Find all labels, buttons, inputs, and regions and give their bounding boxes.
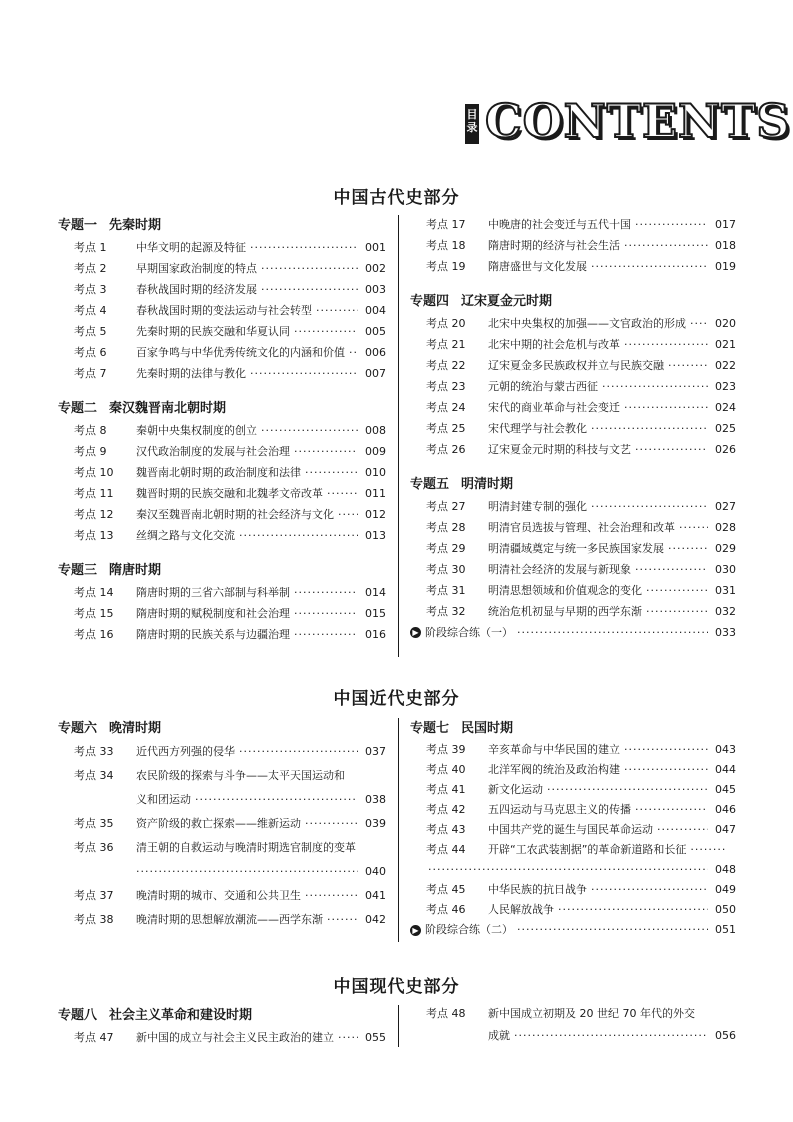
part2-right-column bbox=[410, 718, 736, 940]
part1-right-column bbox=[410, 214, 736, 643]
column-divider bbox=[398, 1005, 399, 1047]
toc-entry[interactable]: 考点 43 中国共产党的诞生与国民革命运动 ····· 047 bbox=[410, 820, 736, 840]
topic-heading: 专题三 隋唐时期 bbox=[58, 563, 162, 578]
toc-entry[interactable]: 考点 35 资产阶级的救亡探索——维新运动 ····· 039 bbox=[58, 812, 386, 836]
toc-entry[interactable]: 考点 26 辽宋夏金元时期的科技与文艺 ····· 026 bbox=[410, 439, 736, 460]
toc-entry[interactable]: 考点 18 隋唐时期的经济与社会生活 ····· 018 bbox=[410, 235, 736, 256]
toc-entry[interactable]: 考点 39 辛亥革命与中华民国的建立 ····· 043 bbox=[410, 740, 736, 760]
column-divider bbox=[398, 215, 399, 657]
practice-entry[interactable]: ▶ 阶段综合练（二） ····· 051 bbox=[410, 920, 736, 940]
toc-entry-continuation[interactable]: ····· 040 bbox=[58, 860, 386, 884]
column-divider bbox=[398, 718, 399, 942]
part1-left-column bbox=[58, 215, 386, 645]
toc-entry[interactable]: 考点 23 元朝的统治与蒙古西征 ····· 023 bbox=[410, 376, 736, 397]
toc-entry[interactable]: 考点 41 新文化运动 ····· 045 bbox=[410, 780, 736, 800]
topic-heading: 专题五 明清时期 bbox=[410, 477, 514, 492]
practice-entry[interactable]: ▶ 阶段综合练（一） ····· 033 bbox=[410, 622, 736, 643]
topic-heading: 专题一 先秦时期 bbox=[58, 218, 162, 233]
contents-logo bbox=[465, 94, 791, 155]
topic-heading: 专题七 民国时期 bbox=[410, 721, 514, 736]
toc-entry[interactable]: 考点 13 丝绸之路与文化交流 ····· 013 bbox=[58, 525, 386, 546]
toc-entry[interactable]: 考点 5 先秦时期的民族交融和华夏认同 ····· 005 bbox=[58, 321, 386, 342]
toc-entry[interactable]: 考点 25 宋代理学与社会教化 ····· 025 bbox=[410, 418, 736, 439]
toc-entry[interactable]: 考点 33 近代西方列强的侵华 ····· 037 bbox=[58, 740, 386, 764]
toc-entry[interactable]: 考点 1 中华文明的起源及特征 ····· 001 bbox=[58, 237, 386, 258]
toc-entry[interactable]: 考点 47 新中国的成立与社会主义民主政治的建立 ····· 055 bbox=[58, 1027, 386, 1048]
toc-entry[interactable]: 考点 2 早期国家政治制度的特点 ····· 002 bbox=[58, 258, 386, 279]
toc-entry[interactable]: 考点 17 中晚唐的社会变迁与五代十国 ····· 017 bbox=[410, 214, 736, 235]
toc-entry[interactable]: 考点 22 辽宋夏金多民族政权并立与民族交融 ····· 022 bbox=[410, 355, 736, 376]
toc-entry[interactable]: 考点 6 百家争鸣与中华优秀传统文化的内涵和价值 ····· 006 bbox=[58, 342, 386, 363]
toc-entry[interactable]: 考点 15 隋唐时期的赋税制度和社会治理 ····· 015 bbox=[58, 603, 386, 624]
toc-entry[interactable]: 考点 8 秦朝中央集权制度的创立 ····· 008 bbox=[58, 420, 386, 441]
toc-entry[interactable]: 考点 46 人民解放战争 ····· 050 bbox=[410, 900, 736, 920]
toc-entry[interactable]: 考点 16 隋唐时期的民族关系与边疆治理 ····· 016 bbox=[58, 624, 386, 645]
toc-entry[interactable]: 考点 7 先秦时期的法律与教化 ····· 007 bbox=[58, 363, 386, 384]
topic-heading: 专题四 辽宋夏金元时期 bbox=[410, 294, 553, 309]
toc-entry[interactable]: 考点 38 晚清时期的思想解放潮流——西学东渐 ····· 042 bbox=[58, 908, 386, 932]
topic-heading: 专题八 社会主义革命和建设时期 bbox=[58, 1008, 253, 1023]
toc-entry-continuation[interactable]: 义和团运动 ····· 038 bbox=[58, 788, 386, 812]
arrow-right-icon: ▶ bbox=[410, 925, 421, 936]
topic-heading: 专题二 秦汉魏晋南北朝时期 bbox=[58, 401, 227, 416]
toc-entry[interactable]: 考点 12 秦汉至魏晋南北朝时期的社会经济与文化 ····· 012 bbox=[58, 504, 386, 525]
toc-entry[interactable]: 考点 9 汉代政治制度的发展与社会治理 ····· 009 bbox=[58, 441, 386, 462]
toc-entry[interactable]: 考点 11 魏晋时期的民族交融和北魏孝文帝改革 ····· 011 bbox=[58, 483, 386, 504]
toc-entry[interactable]: 考点 27 明清封建专制的强化 ····· 027 bbox=[410, 496, 736, 517]
toc-entry[interactable]: 考点 31 明清思想领域和价值观念的变化 ····· 031 bbox=[410, 580, 736, 601]
toc-entry[interactable]: 考点 45 中华民族的抗日战争 ····· 049 bbox=[410, 880, 736, 900]
toc-entry[interactable]: 考点 3 春秋战国时期的经济发展 ····· 003 bbox=[58, 279, 386, 300]
toc-entry[interactable]: 考点 21 北宋中期的社会危机与改革 ····· 021 bbox=[410, 334, 736, 355]
part-title-modern: 中国近代史部分 bbox=[333, 689, 460, 709]
toc-entry[interactable]: 考点 30 明清社会经济的发展与新现象 ····· 030 bbox=[410, 559, 736, 580]
topic-heading: 专题六 晚清时期 bbox=[58, 721, 162, 736]
toc-entry[interactable]: 考点 32 统治危机初显与早期的西学东渐 ····· 032 bbox=[410, 601, 736, 622]
toc-entry[interactable]: 考点 37 晚清时期的城市、交通和公共卫生 ····· 041 bbox=[58, 884, 386, 908]
toc-entry[interactable]: 考点 48 新中国成立初期及 20 世纪 70 年代的外交 bbox=[426, 1007, 695, 1020]
toc-entry[interactable]: 考点 34 农民阶级的探索与斗争——太平天国运动和 bbox=[74, 769, 345, 782]
part3-right-column bbox=[410, 1003, 736, 1047]
toc-entry[interactable]: 考点 24 宋代的商业革命与社会变迁 ····· 024 bbox=[410, 397, 736, 418]
logo-tag: 目录 bbox=[465, 104, 479, 144]
toc-entry[interactable]: 考点 36 清王朝的自救运动与晚清时期选官制度的变革 bbox=[74, 841, 356, 854]
toc-entry[interactable]: 考点 20 北宋中央集权的加强——文官政治的形成 ····· 020 bbox=[410, 313, 736, 334]
toc-entry[interactable]: 考点 14 隋唐时期的三省六部制与科举制 ····· 014 bbox=[58, 582, 386, 603]
part3-left-column bbox=[58, 1005, 386, 1048]
arrow-right-icon: ▶ bbox=[410, 627, 421, 638]
toc-entry[interactable]: 考点 44 开辟“工农武装割据”的革命新道路和长征 ····· bbox=[410, 840, 736, 860]
part2-left-column bbox=[58, 718, 386, 932]
toc-entry[interactable]: 考点 28 明清官员选拔与管理、社会治理和改革 ····· 028 bbox=[410, 517, 736, 538]
toc-entry-continuation[interactable]: 成就 ····· 056 bbox=[410, 1025, 736, 1047]
toc-entry-continuation[interactable]: ····· 048 bbox=[410, 860, 736, 880]
toc-entry[interactable]: 考点 40 北洋军阀的统治及政治构建 ····· 044 bbox=[410, 760, 736, 780]
part-title-contemporary: 中国现代史部分 bbox=[333, 977, 460, 997]
part-title-ancient: 中国古代史部分 bbox=[333, 188, 460, 208]
toc-entry[interactable]: 考点 19 隋唐盛世与文化发展 ····· 019 bbox=[410, 256, 736, 277]
toc-entry[interactable]: 考点 4 春秋战国时期的变法运动与社会转型 ····· 004 bbox=[58, 300, 386, 321]
toc-entry[interactable]: 考点 10 魏晋南北朝时期的政治制度和法律 ····· 010 bbox=[58, 462, 386, 483]
toc-entry[interactable]: 考点 29 明清疆域奠定与统一多民族国家发展 ····· 029 bbox=[410, 538, 736, 559]
toc-entry[interactable]: 考点 42 五四运动与马克思主义的传播 ····· 046 bbox=[410, 800, 736, 820]
logo-word: CONTENTS bbox=[485, 94, 791, 148]
